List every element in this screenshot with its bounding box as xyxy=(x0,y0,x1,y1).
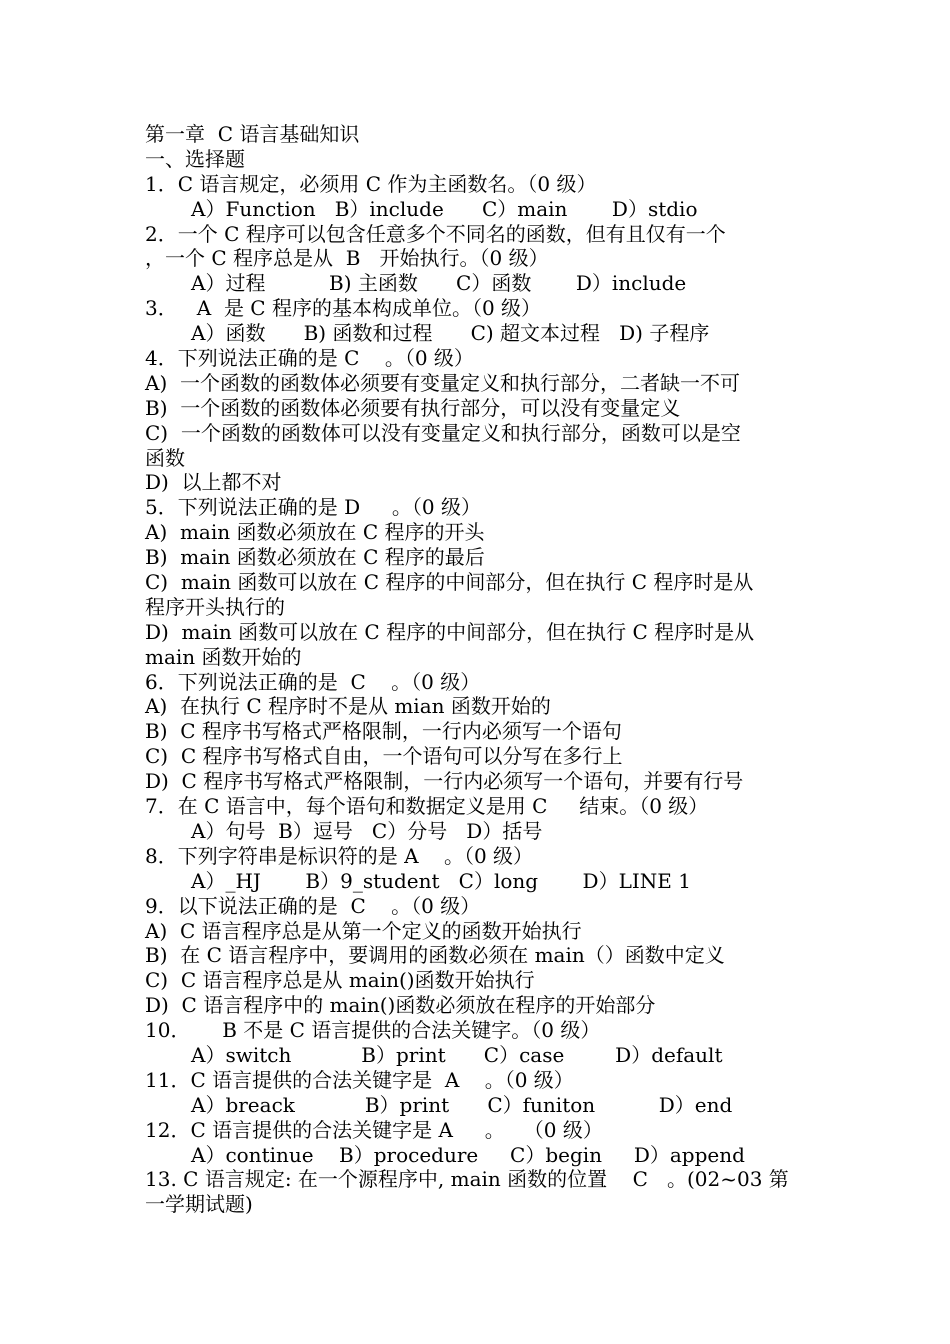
text-line: 10． B 不是 C 语言提供的合法关键字。（0 级） xyxy=(145,1018,601,1043)
text-line: C) C 语言程序总是从 main()函数开始执行 xyxy=(145,968,535,993)
text-line: 8．下列字符串是标识符的是 A 。（0 级） xyxy=(145,843,534,868)
option-line: A）过程 B) 主函数 C）函数 D）include xyxy=(191,271,687,296)
text-line: 9．以下说法正确的是 C 。（0 级） xyxy=(145,893,481,918)
option-line: A）句号 B）逗号 C）分号 D）括号 xyxy=(191,818,543,843)
text-line: 4．下列说法正确的是 C 。（0 级） xyxy=(145,346,474,371)
text-line: C) main 函数可以放在 C 程序的中间部分，但在执行 C 程序时是从 xyxy=(145,570,754,595)
text-line: 2．一个 C 程序可以包含任意多个不同名的函数，但有且仅有一个 xyxy=(145,221,726,246)
text-line: D) C 语言程序中的 main()函数必须放在程序的开始部分 xyxy=(145,993,656,1018)
text-line: 13. C 语言规定: 在一个源程序中, main 函数的位置 C 。(02~03 第 xyxy=(145,1167,789,1192)
option-line: A）continue B）procedure C）begin D）append xyxy=(191,1142,745,1167)
text-line: D) C 程序书写格式严格限制，一行内必须写一个语句，并要有行号 xyxy=(145,769,744,794)
text-line: 5．下列说法正确的是 D 。（0 级） xyxy=(145,495,481,520)
text-line: 1．C 语言规定，必须用 C 作为主函数名。（0 级） xyxy=(145,171,597,196)
text-line: 11．C 语言提供的合法关键字是 A 。（0 级） xyxy=(145,1067,574,1092)
text-line: main 函数开始的 xyxy=(145,644,302,669)
option-line: A）breack B）print C）funiton D）end xyxy=(191,1092,733,1117)
text-line: 第一章 C 语言基础知识 xyxy=(145,122,360,146)
text-line: D) main 函数可以放在 C 程序的中间部分，但在执行 C 程序时是从 xyxy=(145,619,755,644)
text-line: 程序开头执行的 xyxy=(145,594,285,619)
text-line: A) 在执行 C 程序时不是从 mian 函数开始的 xyxy=(145,694,551,719)
text-line: 一、选择题 xyxy=(145,146,245,171)
text-line: 12．C 语言提供的合法关键字是 A 。 （0 级） xyxy=(145,1117,603,1142)
text-line: A) main 函数必须放在 C 程序的开头 xyxy=(145,520,485,545)
text-line: 7．在 C 语言中，每个语句和数据定义是用 C 结束。（0 级） xyxy=(145,794,709,819)
text-line: A) C 语言程序总是从第一个定义的函数开始执行 xyxy=(145,918,582,943)
option-line: A）函数 B) 函数和过程 C) 超文本过程 D) 子程序 xyxy=(191,321,710,346)
text-line: C) 一个函数的函数体可以没有变量定义和执行部分，函数可以是空 xyxy=(145,420,741,445)
text-line: ，一个 C 程序总是从 B 开始执行。（0 级） xyxy=(145,246,549,271)
text-line: 函数 xyxy=(145,445,185,470)
option-line: A）switch B）print C）case D）default xyxy=(191,1042,723,1067)
document-body xyxy=(145,122,810,1217)
text-line: B) C 程序书写格式严格限制，一行内必须写一个语句 xyxy=(145,719,622,744)
text-line: D) 以上都不对 xyxy=(145,470,282,495)
text-line: C) C 程序书写格式自由，一个语句可以分写在多行上 xyxy=(145,744,623,769)
text-line: A) 一个函数的函数体必须要有变量定义和执行部分，二者缺一不可 xyxy=(145,370,740,395)
text-line: 6．下列说法正确的是 C 。（0 级） xyxy=(145,669,481,694)
text-line: 3． A 是 C 程序的基本构成单位。（0 级） xyxy=(145,296,542,321)
text-line: B) main 函数必须放在 C 程序的最后 xyxy=(145,545,485,570)
option-line: A）_HJ B）9_student C）long D）LINE 1 xyxy=(191,868,691,893)
text-line: 一学期试题) xyxy=(145,1192,253,1217)
option-line: A）Function B）include C）main D）stdio xyxy=(191,196,698,221)
text-line: B) 在 C 语言程序中，要调用的函数必须在 main（）函数中定义 xyxy=(145,943,725,968)
text-line: B) 一个函数的函数体必须要有执行部分，可以没有变量定义 xyxy=(145,395,681,420)
